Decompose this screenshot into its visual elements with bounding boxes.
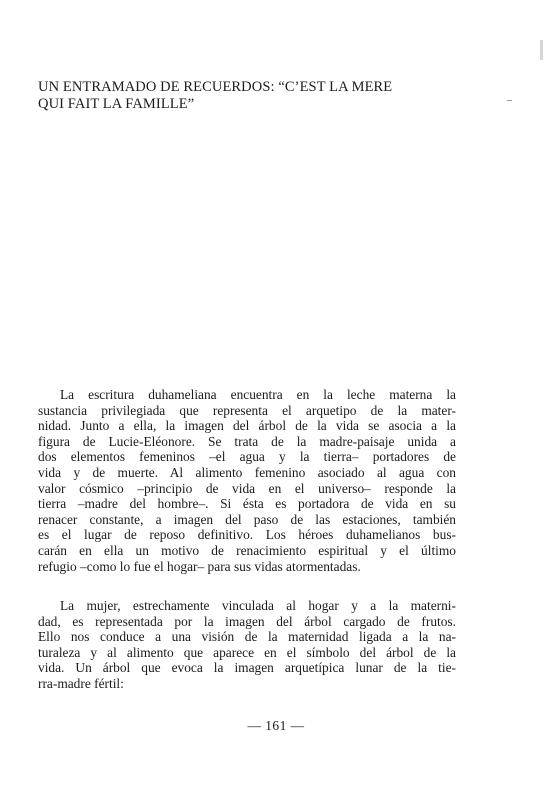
paragraph-line: rra-madre fértil: bbox=[38, 675, 124, 691]
paragraph-line: nidad. Junto a ella, la imagen del árbol de la vida se asocia a la bbox=[38, 418, 456, 434]
paragraph-line: La escritura duhameliana encuentra en la leche materna la bbox=[60, 387, 456, 402]
paragraph-line: dad, es representada por la imagen del árbol cargado de frutos. bbox=[38, 613, 456, 629]
scan-speck bbox=[507, 100, 512, 101]
paragraph-line: La mujer, estrechamente vinculada al hogar y a la materni- bbox=[60, 598, 456, 613]
page-number: — 161 — bbox=[247, 718, 305, 733]
paragraph-line: dos elementos femeninos –el agua y la tierra– portadores de bbox=[38, 449, 456, 465]
body-paragraph-2 bbox=[38, 598, 456, 692]
body-paragraph-1 bbox=[38, 387, 456, 574]
paragraph-line: vida y de muerte. Al alimento femenino asociado al agua con bbox=[38, 464, 456, 480]
paragraph-line: turaleza y al alimento que aparece en el símbolo del árbol de la bbox=[38, 644, 456, 660]
chapter-heading bbox=[38, 79, 468, 113]
scan-edge-mark bbox=[540, 40, 543, 60]
paragraph-line: Ello nos conduce a una visión de la maternidad ligada a la na- bbox=[38, 629, 456, 645]
paragraph-line: carán en ella un motivo de renacimiento espiritual y el último bbox=[38, 542, 456, 558]
chapter-heading-line-1: UN ENTRAMADO DE RECUERDOS: “C’EST LA MERE bbox=[38, 79, 393, 95]
paragraph-line: vida. Un árbol que evoca la imagen arquetípica lunar de la tie- bbox=[38, 660, 456, 676]
paragraph-line: es el lugar de reposo definitivo. Los héroes duhamelianos bus- bbox=[38, 527, 456, 543]
paragraph-line: refugio –como lo fue el hogar– para sus vidas atormentadas. bbox=[38, 558, 361, 574]
paragraph-line: sustancia privilegiada que representa el arquetipo de la mater- bbox=[38, 402, 456, 418]
chapter-heading-line-2: QUI FAIT LA FAMILLE” bbox=[38, 96, 195, 112]
paragraph-line: valor cósmico –principio de vida en el universo– responde la bbox=[38, 480, 456, 496]
paragraph-line: renacer constante, a imagen del paso de las estaciones, también bbox=[38, 511, 456, 527]
paragraph-line: figura de Lucie-Eléonore. Se trata de la madre-paisaje unida a bbox=[38, 433, 456, 449]
paragraph-line: tierra –madre del hombre–. Si ésta es portadora de vida en su bbox=[38, 496, 456, 512]
